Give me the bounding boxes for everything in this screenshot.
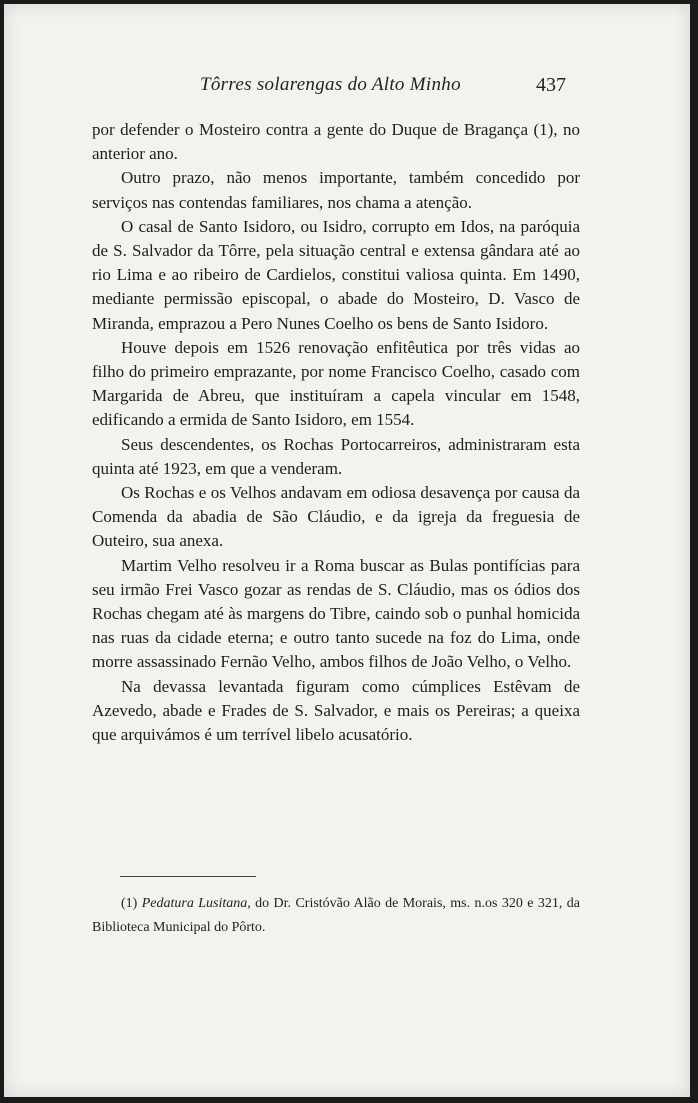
running-title: Tôrres solarengas do Alto Minho bbox=[200, 74, 461, 95]
paragraph: Houve depois em 1526 renovação enfitêutica por três vidas ao filho do primeiro emprazante, por nome Francisco Coelho, casado com Margarida de Abreu, que instituíram a capela vincular em 1548, edificando a ermida de Santo Isidoro, em 1554. bbox=[92, 337, 580, 430]
body-text bbox=[92, 118, 580, 747]
paragraph: Martim Velho resolveu ir a Roma buscar as Bulas pontifícias para seu irmão Frei Vasco gozar as rendas de S. Cláudio, mas os ódios dos Rochas chegam até às margens do Tibre, caindo sob o punhal homicida nas ruas da cidade eterna; e outro tanto sucede na foz do Lima, onde morre assassinado Fernão Velho, ambos filhos de João Velho, o Velho. bbox=[92, 555, 580, 672]
footnote-divider bbox=[120, 876, 256, 877]
paragraph-continued: por defender o Mosteiro contra a gente do Duque de Bragança (1), no anterior ano. bbox=[92, 120, 580, 164]
page-number: 437 bbox=[536, 74, 566, 96]
footnote bbox=[92, 892, 580, 940]
paragraph: Os Rochas e os Velhos andavam em odiosa desavença por causa da Comenda da abadia de São Cláudio, e da igreja da freguesia de Outeiro, sua anexa. bbox=[92, 483, 580, 551]
page-header bbox=[4, 74, 690, 102]
paragraph: Seus descendentes, os Rochas Portocarreiros, administraram esta quinta até 1923, em que a venderam. bbox=[92, 434, 580, 478]
footnote-text: , do Dr. Cristóvão Alão de Morais, ms. n.os 320 e 321, da Biblioteca Municipal do Pôrto. bbox=[92, 896, 580, 935]
book-page bbox=[4, 4, 690, 1097]
footnote-marker: (1) bbox=[121, 896, 138, 911]
footnote-source-title: Pedatura Lusitana bbox=[141, 896, 248, 911]
paragraph: Outro prazo, não menos importante, também concedido por serviços nas contendas familiares, nos chama a atenção. bbox=[92, 168, 580, 212]
paragraph: O casal de Santo Isidoro, ou Isidro, corrupto em Idos, na paróquia de S. Salvador da Tôrre, pela situação central e extensa gândara até ao rio Lima e ao ribeiro de Cardielos, constitui valiosa quinta. Em 1490, mediante permissão episcopal, o abade do Mosteiro, D. Vasco de Miranda, emprazou a Pero Nunes Coelho os bens de Santo Isidoro. bbox=[92, 216, 580, 333]
paragraph: Na devassa levantada figuram como cúmplices Estêvam de Azevedo, abade e Frades de S. Salvador, e mais os Pereiras; a queixa que arquivámos é um terrível libelo acusatório. bbox=[92, 676, 580, 745]
